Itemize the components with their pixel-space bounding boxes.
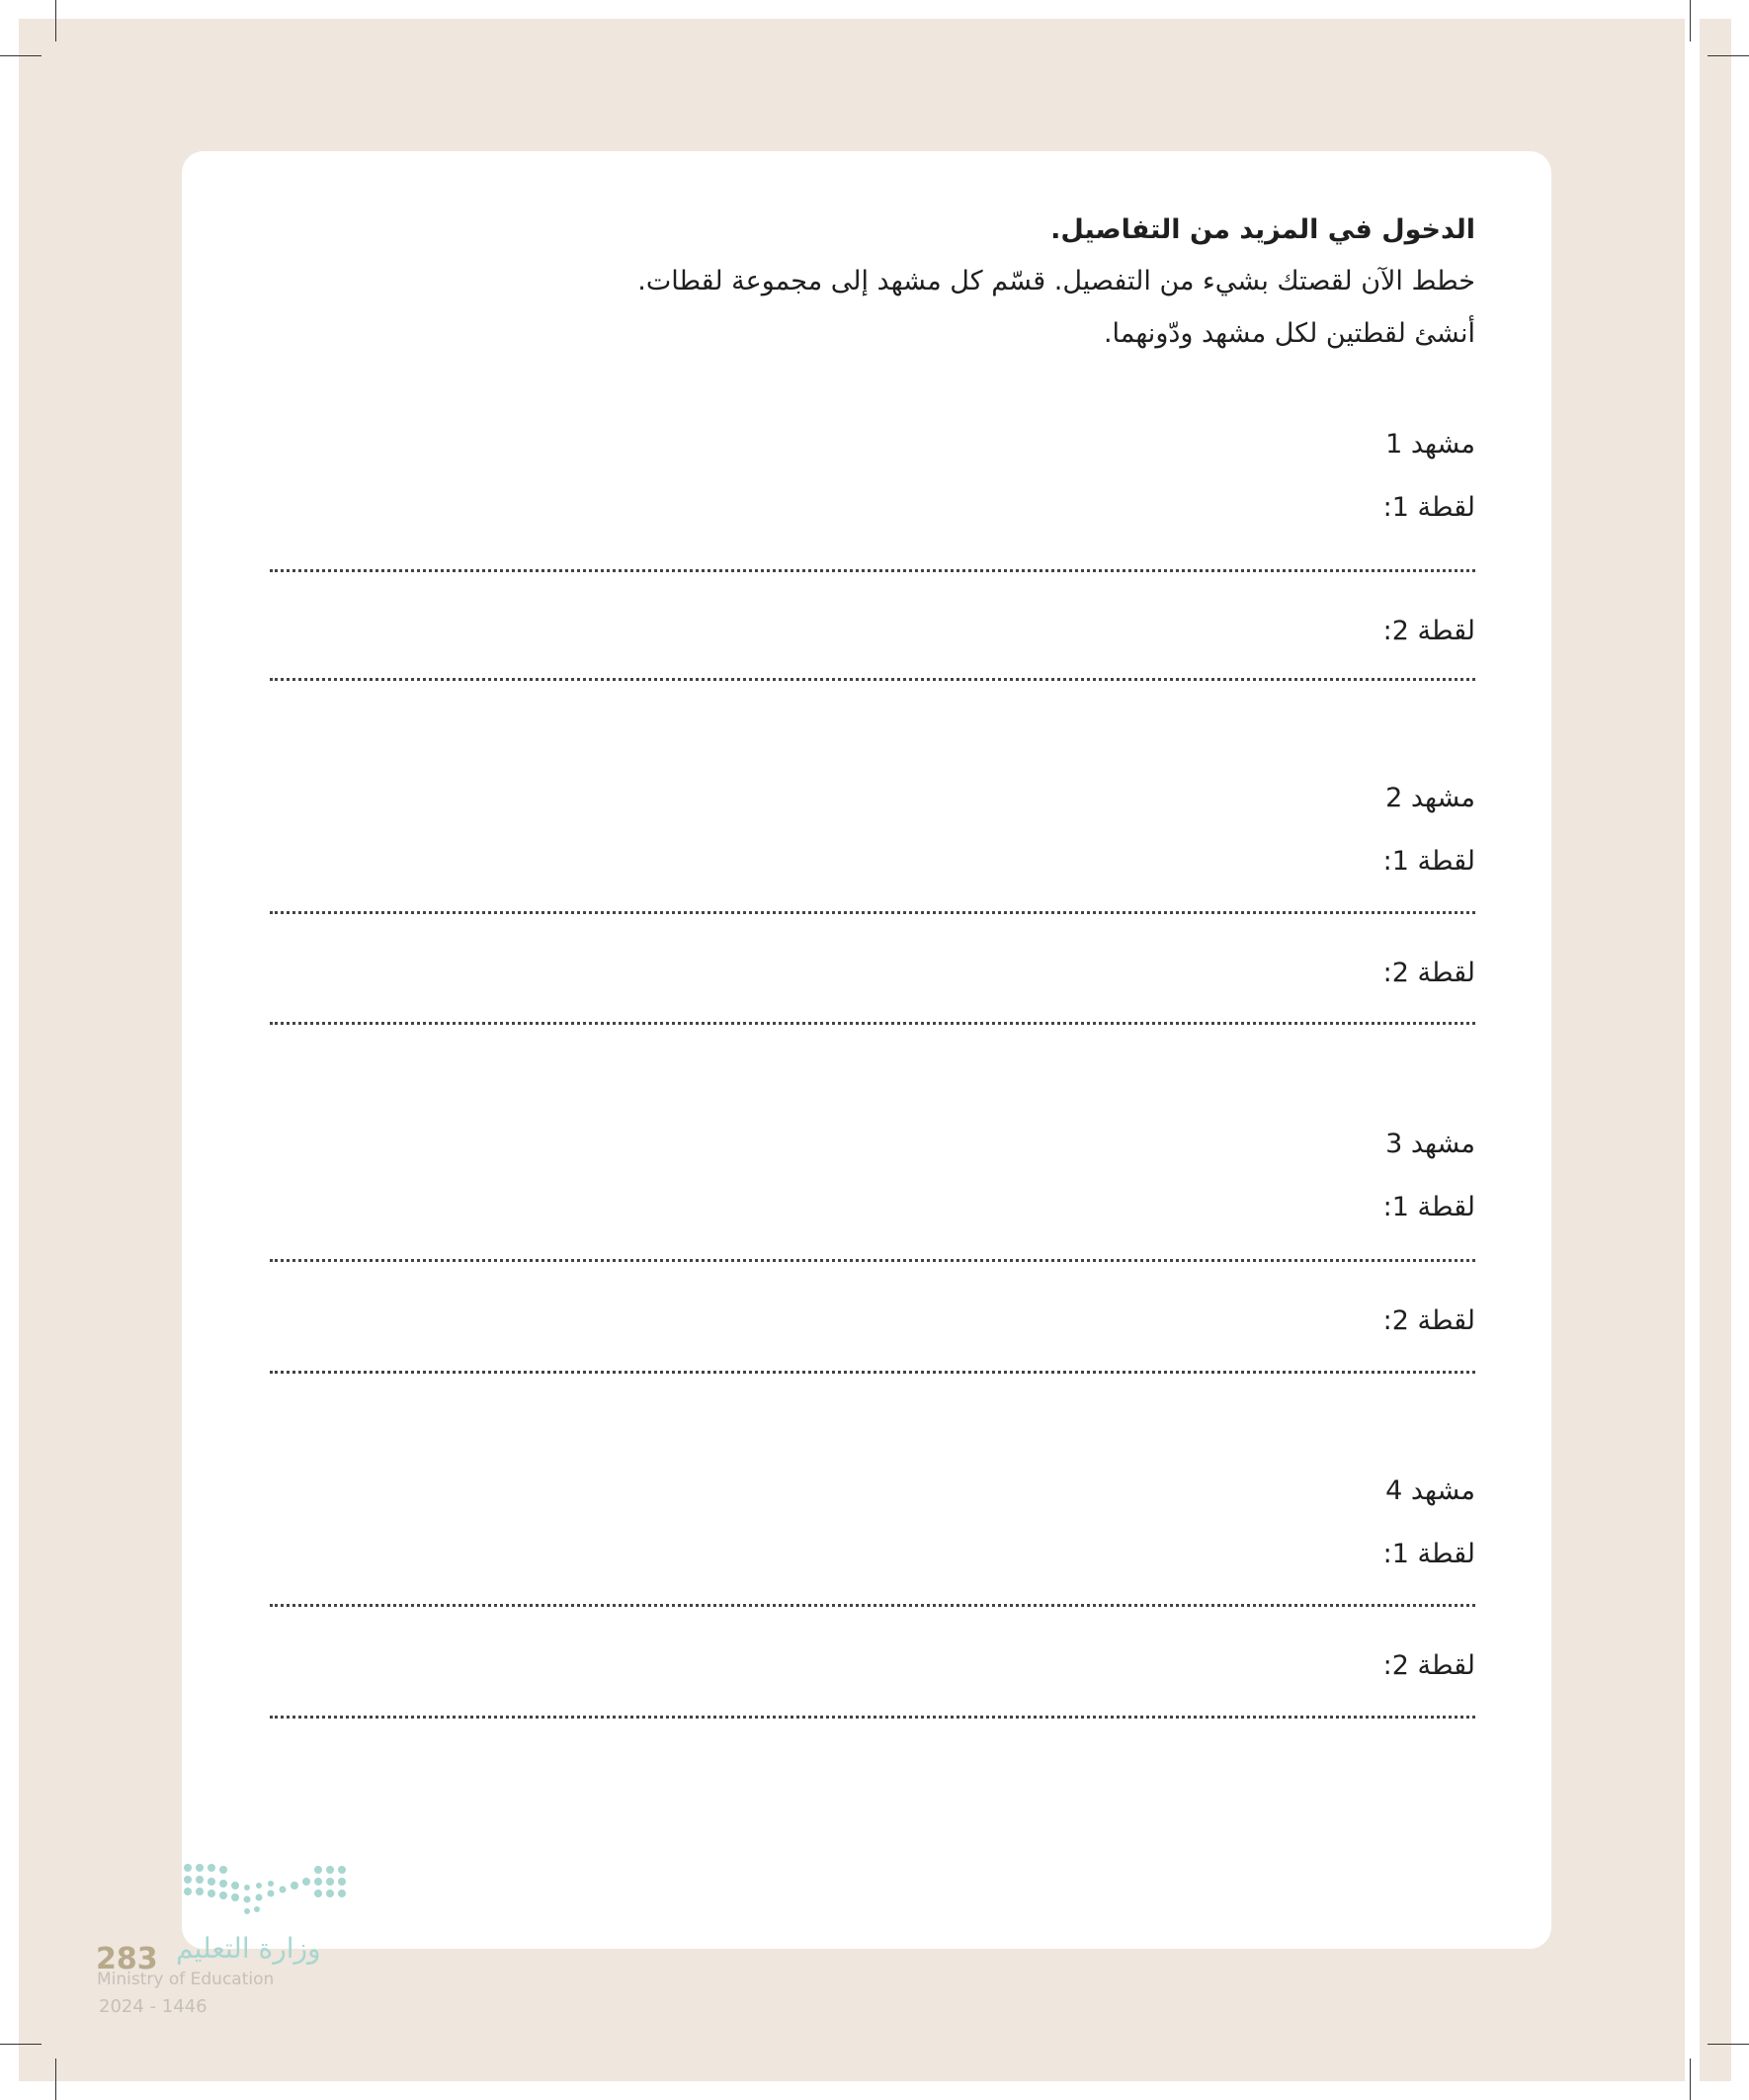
scene-title: مشهد 1 xyxy=(1385,429,1475,460)
shot-label-2: لقطة 2: xyxy=(1382,1650,1475,1681)
scene-title: مشهد 3 xyxy=(1385,1129,1475,1159)
crop-mark xyxy=(1707,55,1749,56)
crop-mark xyxy=(1690,2058,1691,2100)
scene-title: مشهد 4 xyxy=(1385,1475,1475,1506)
shot-label-1: لقطة 1: xyxy=(1382,492,1475,523)
crop-mark xyxy=(1690,0,1691,42)
crop-mark xyxy=(1707,2044,1749,2045)
shot-label-1: لقطة 1: xyxy=(1382,846,1475,877)
answer-line[interactable] xyxy=(270,911,1475,914)
intro-line-2: أنشئ لقطتين لكل مشهد ودّونهما. xyxy=(1103,318,1475,349)
ministry-name-arabic: وزارة التعليم xyxy=(176,1932,321,1965)
answer-line[interactable] xyxy=(270,1604,1475,1607)
scene-title: مشهد 2 xyxy=(1385,783,1475,813)
ministry-name-english: Ministry of Education xyxy=(97,1970,275,1989)
shot-label-1: لقطة 1: xyxy=(1382,1192,1475,1222)
answer-line[interactable] xyxy=(270,678,1475,681)
shot-label-1: لقطة 1: xyxy=(1382,1539,1475,1569)
answer-line[interactable] xyxy=(270,1022,1475,1025)
edition-year: 2024 - 1446 xyxy=(99,1996,208,2017)
worksheet-card xyxy=(182,151,1551,1949)
answer-line[interactable] xyxy=(270,1371,1475,1374)
intro-line-1: خطط الآن لقصتك بشيء من التفصيل. قسّم كل مشهد إلى مجموعة لقطات. xyxy=(637,266,1475,296)
scene-block-2 xyxy=(250,779,1475,1025)
section-heading: الدخول في المزيد من التفاصيل. xyxy=(1050,214,1475,245)
crop-mark xyxy=(0,2044,42,2045)
crop-mark xyxy=(55,0,56,42)
ministry-logo-icon xyxy=(89,1858,366,1917)
page-number: 283 xyxy=(96,1942,158,1976)
shot-label-2: لقطة 2: xyxy=(1382,958,1475,988)
shot-label-2: لقطة 2: xyxy=(1382,1305,1475,1336)
answer-line[interactable] xyxy=(270,569,1475,572)
crop-mark xyxy=(55,2058,56,2100)
scene-block-4 xyxy=(250,1471,1475,1719)
page-edge-strip xyxy=(1700,19,1731,2081)
answer-line[interactable] xyxy=(270,1259,1475,1262)
crop-mark xyxy=(0,55,42,56)
scene-block-1 xyxy=(250,425,1475,681)
answer-line[interactable] xyxy=(270,1716,1475,1719)
scene-block-3 xyxy=(250,1125,1475,1374)
worksheet-content xyxy=(250,210,1475,1719)
shot-label-2: لقطة 2: xyxy=(1382,616,1475,646)
